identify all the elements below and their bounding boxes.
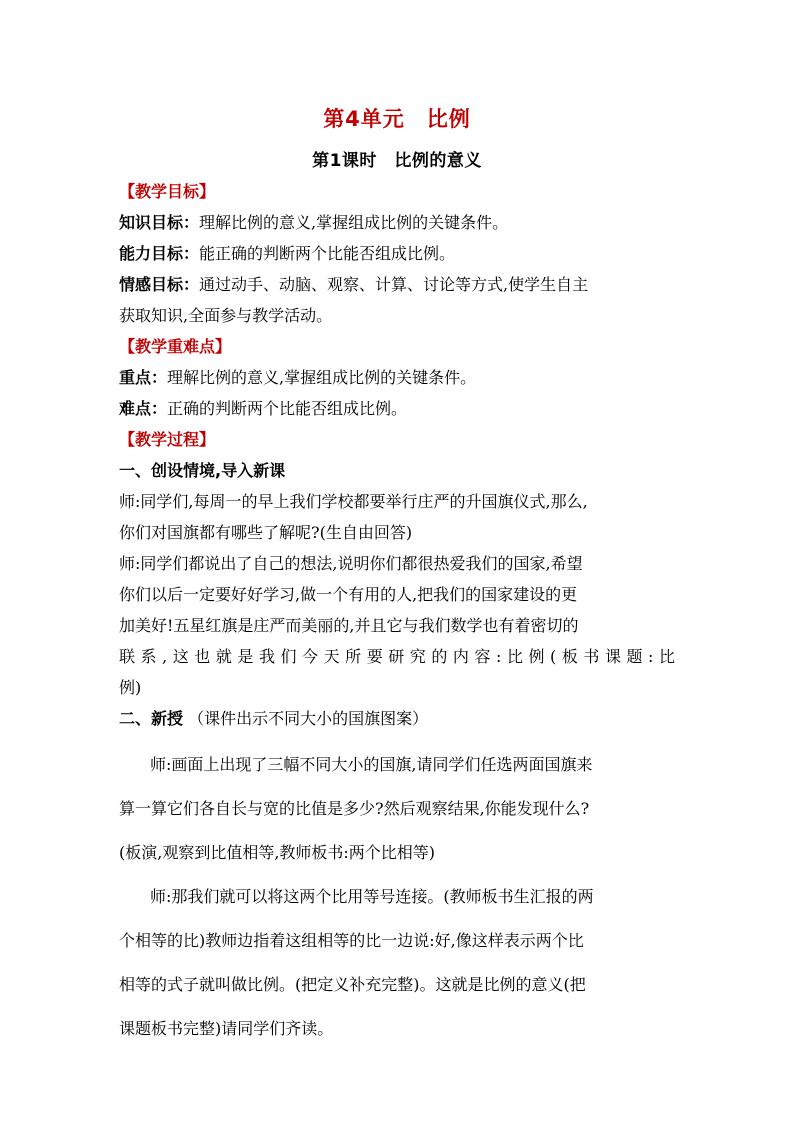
goals-header: 【教学目标】 [119, 182, 216, 201]
paragraph-4-line-3: 相等的式子就叫做比例。(把定义补充完整)。这就是比例的意义(把 [119, 975, 586, 994]
lesson-subtitle: 第1课时 比例的意义 [312, 151, 482, 171]
difficult-point [119, 393, 675, 424]
goal-ability-text: 能正确的判断两个比能否组成比例。 [199, 244, 456, 263]
goal-knowledge-text: 理解比例的意义,掌握组成比例的关键条件。 [199, 213, 509, 232]
goal-knowledge [119, 207, 675, 238]
paragraph-2-line-5: 例) [119, 678, 142, 697]
paragraph-3-line-2: 算一算它们各自长与宽的比值是多少?然后观察结果,你能发现什么? [119, 799, 590, 818]
paragraph-4-line-1: 师:那我们就可以将这两个比用等号连接。(教师板书生汇报的两 [150, 887, 594, 906]
section-1-title: 一、创设情境,导入新课 [119, 461, 286, 480]
paragraph-4-line-2: 个相等的比)教师边指着这组相等的比一边说:好,像这样表示两个比 [119, 931, 584, 950]
goal-ability-label: 能力目标： [119, 244, 200, 263]
key-point [119, 362, 675, 393]
unit-title: 第4单元 比例 [323, 107, 471, 131]
lesson-content [119, 176, 675, 1051]
goal-knowledge-label: 知识目标： [119, 213, 200, 232]
section-2-note: （课件出示不同大小的国旗图案） [188, 709, 429, 728]
section-2-title: 二、新授 [119, 709, 184, 728]
goal-emotion-cont: 获取知识,全面参与教学活动。 [119, 306, 333, 325]
key-points-header: 【教学重难点】 [119, 337, 232, 356]
paragraph-2-line-2: 你们以后一定要好好学习,做一个有用的人,把我们的国家建设的更 [119, 585, 578, 604]
goal-emotion-label: 情感目标： [119, 275, 200, 294]
process-header: 【教学过程】 [119, 430, 216, 449]
key-point-text: 理解比例的意义,掌握组成比例的关键条件。 [167, 368, 477, 387]
goal-emotion [119, 269, 675, 300]
difficult-point-label: 难点： [119, 399, 168, 418]
paragraph-1-line-2: 你们对国旗都有哪些了解呢?(生自由回答) [119, 523, 413, 542]
section-2-heading [119, 703, 675, 734]
paragraph-4-line-4: 课题板书完整)请同学们齐读。 [119, 1019, 334, 1038]
paragraph-3-line-3: (板演,观察到比值相等,教师板书:两个比相等) [119, 843, 436, 862]
paragraph-1-line-1: 师:同学们,每周一的早上我们学校都要举行庄严的升国旗仪式,那么, [119, 492, 588, 511]
paragraph-2-line-1: 师:同学们都说出了自己的想法,说明你们都很热爱我们的国家,希望 [119, 554, 583, 573]
paragraph-2-line-3: 加美好!五星红旗是庄严而美丽的,并且它与我们数学也有着密切的 [119, 616, 579, 635]
difficult-point-text: 正确的判断两个比能否组成比例。 [167, 399, 408, 418]
goal-ability [119, 238, 675, 269]
paragraph-2-line-4: 联系,这也就是我们今天所要研究的内容:比例(板书课题:比 [119, 647, 675, 666]
paragraph-3-line-1: 师:画面上出现了三幅不同大小的国旗,请同学们任选两面国旗来 [150, 755, 593, 774]
key-point-label: 重点： [119, 368, 168, 387]
goal-emotion-text: 通过动手、动脑、观察、计算、讨论等方式,使学生自主 [199, 275, 589, 294]
